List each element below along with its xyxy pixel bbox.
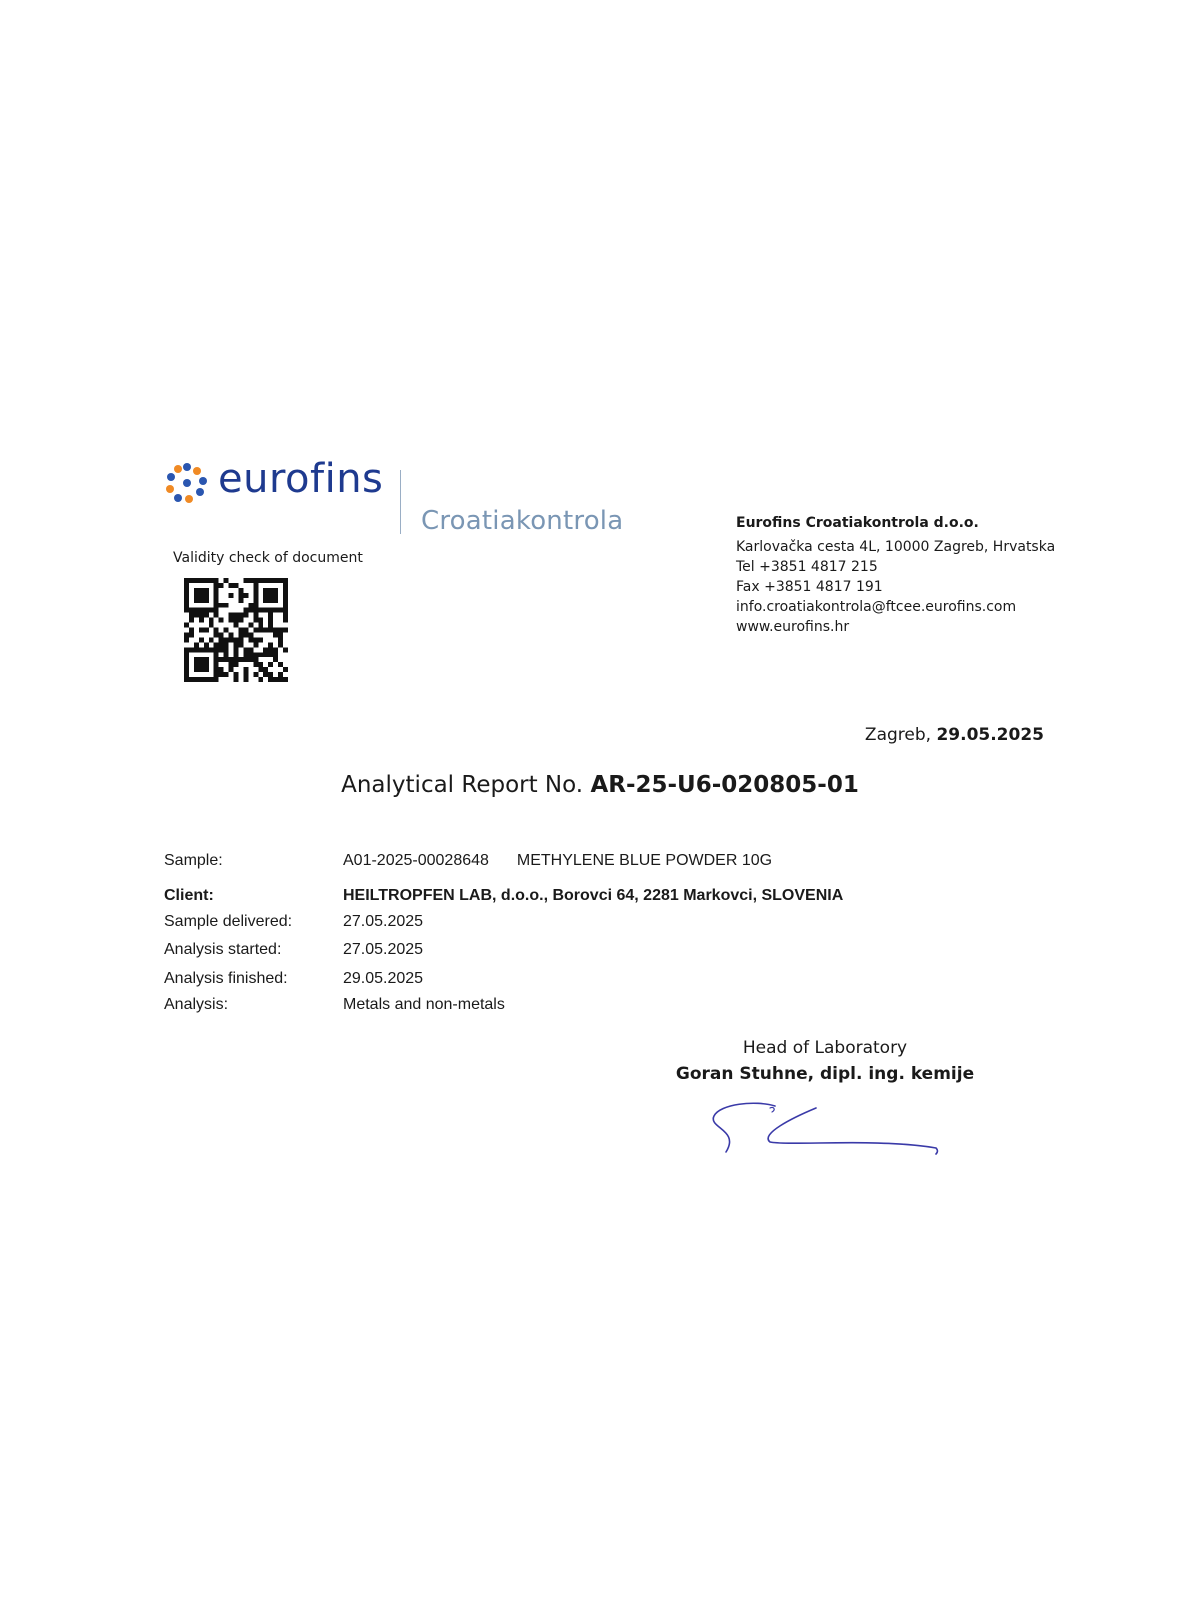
date-value: 29.05.2025 [936, 725, 1044, 745]
company-name: Eurofins Croatiakontrola d.o.o. [736, 515, 979, 531]
delivered-label: Sample delivered: [164, 913, 293, 930]
company-address: Karlovačka cesta 4L, 10000 Zagreb, Hrvatska [736, 539, 1056, 555]
company-email[interactable]: info.croatiakontrola@ftcee.eurofins.com [736, 599, 1017, 615]
logo-divider [400, 470, 401, 534]
finished-value: 29.05.2025 [343, 970, 424, 987]
analysis-label: Analysis: [164, 996, 229, 1013]
date-place: Zagreb, [864, 725, 937, 745]
eurofins-dots-icon [164, 462, 210, 508]
detail-row-sample [164, 852, 772, 870]
company-fax: Fax +3851 4817 191 [736, 579, 883, 595]
detail-row-client [164, 887, 843, 905]
started-label: Analysis started: [164, 941, 282, 958]
company-address-block [736, 513, 1055, 637]
report-title-prefix: Analytical Report No. [341, 772, 591, 798]
signatory-name: Goran Stuhne, dipl. ing. kemije [675, 1064, 975, 1084]
report-number: AR-25-U6-020805-01 [590, 772, 859, 798]
company-tel: Tel +3851 4817 215 [736, 559, 878, 575]
sub-brand-name: Croatiakontrola [421, 506, 624, 536]
report-title [0, 772, 1200, 798]
validity-label: Validity check of document [173, 550, 363, 566]
delivered-value: 27.05.2025 [343, 913, 424, 930]
detail-row-analysis [164, 996, 505, 1014]
analysis-value: Metals and non-metals [343, 996, 505, 1013]
client-value: HEILTROPFEN LAB, d.o.o., Borovci 64, 2281 Markovci, SLOVENIA [343, 887, 844, 904]
handwritten-signature [700, 1094, 950, 1164]
qr-code-icon[interactable] [184, 578, 288, 682]
sample-label: Sample: [164, 852, 223, 869]
signatory-role: Head of Laboratory [742, 1038, 908, 1058]
report-date [865, 725, 1044, 745]
detail-row-delivered [164, 913, 423, 931]
detail-row-started [164, 941, 423, 959]
sample-name: METHYLENE BLUE POWDER 10G [516, 852, 773, 869]
started-value: 27.05.2025 [343, 941, 424, 958]
eurofins-logo [164, 456, 384, 510]
company-website[interactable]: www.eurofins.hr [736, 619, 850, 635]
logo-wordmark: eurofins [218, 456, 384, 502]
finished-label: Analysis finished: [164, 970, 288, 987]
client-label: Client: [164, 887, 214, 904]
sample-code: A01-2025-00028648 [343, 852, 489, 869]
detail-row-finished [164, 970, 423, 988]
